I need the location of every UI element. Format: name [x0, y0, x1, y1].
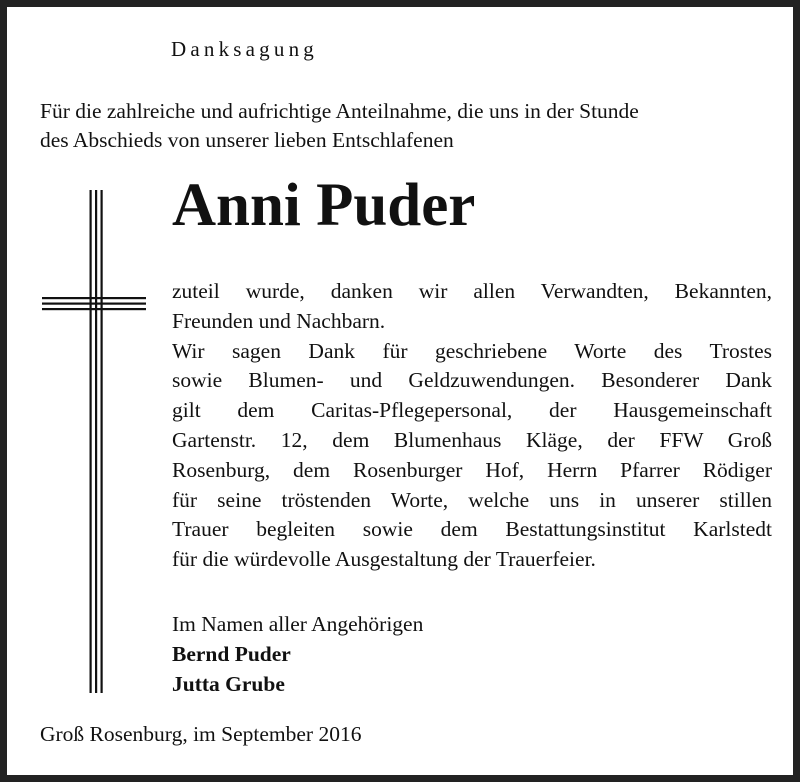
- deceased-name: Anni Puder: [172, 172, 476, 239]
- signoff-block: [172, 609, 423, 699]
- body-line: Freunden und Nachbarn.: [172, 308, 386, 333]
- signer-name: Bernd Puder: [172, 642, 291, 666]
- thanks-body: [172, 277, 772, 575]
- intro-line: Für die zahlreiche und aufrichtige Anteilnahme, die uns in der Stunde: [40, 99, 639, 123]
- body-line: Gartenstr. 12, dem Blumenhaus Kläge, der FFW Groß: [172, 427, 772, 452]
- intro-line: des Abschieds von unserer lieben Entschlafenen: [40, 128, 454, 152]
- body-line: für seine tröstenden Worte, welche uns in unserer stillen: [172, 487, 772, 512]
- signoff-intro: Im Namen aller Angehörigen: [172, 612, 424, 636]
- body-line: gilt dem Caritas-Pflegepersonal, der Hausgemeinschaft: [172, 398, 772, 423]
- body-line: sowie Blumen- und Geldzuwendungen. Besonderer Dank: [172, 368, 772, 393]
- cross-icon: [42, 190, 146, 693]
- body-line: Rosenburg, dem Rosenburger Hof, Herrn Pfarrer Rödiger: [172, 457, 772, 482]
- notice-heading: Danksagung: [171, 37, 318, 61]
- body-line: zuteil wurde, danken wir allen Verwandten, Bekannten,: [172, 279, 772, 303]
- body-line: für die würdevolle Ausgestaltung der Trauerfeier.: [172, 547, 596, 572]
- intro-text: [40, 97, 780, 155]
- body-line: Wir sagen Dank für geschriebene Worte des Trostes: [172, 338, 772, 363]
- body-line: Trauer begleiten sowie dem Bestattungsinstitut Karlstedt: [172, 517, 772, 542]
- signer-name: Jutta Grube: [172, 672, 285, 696]
- place-date-line: Groß Rosenburg, im September 2016: [40, 722, 362, 746]
